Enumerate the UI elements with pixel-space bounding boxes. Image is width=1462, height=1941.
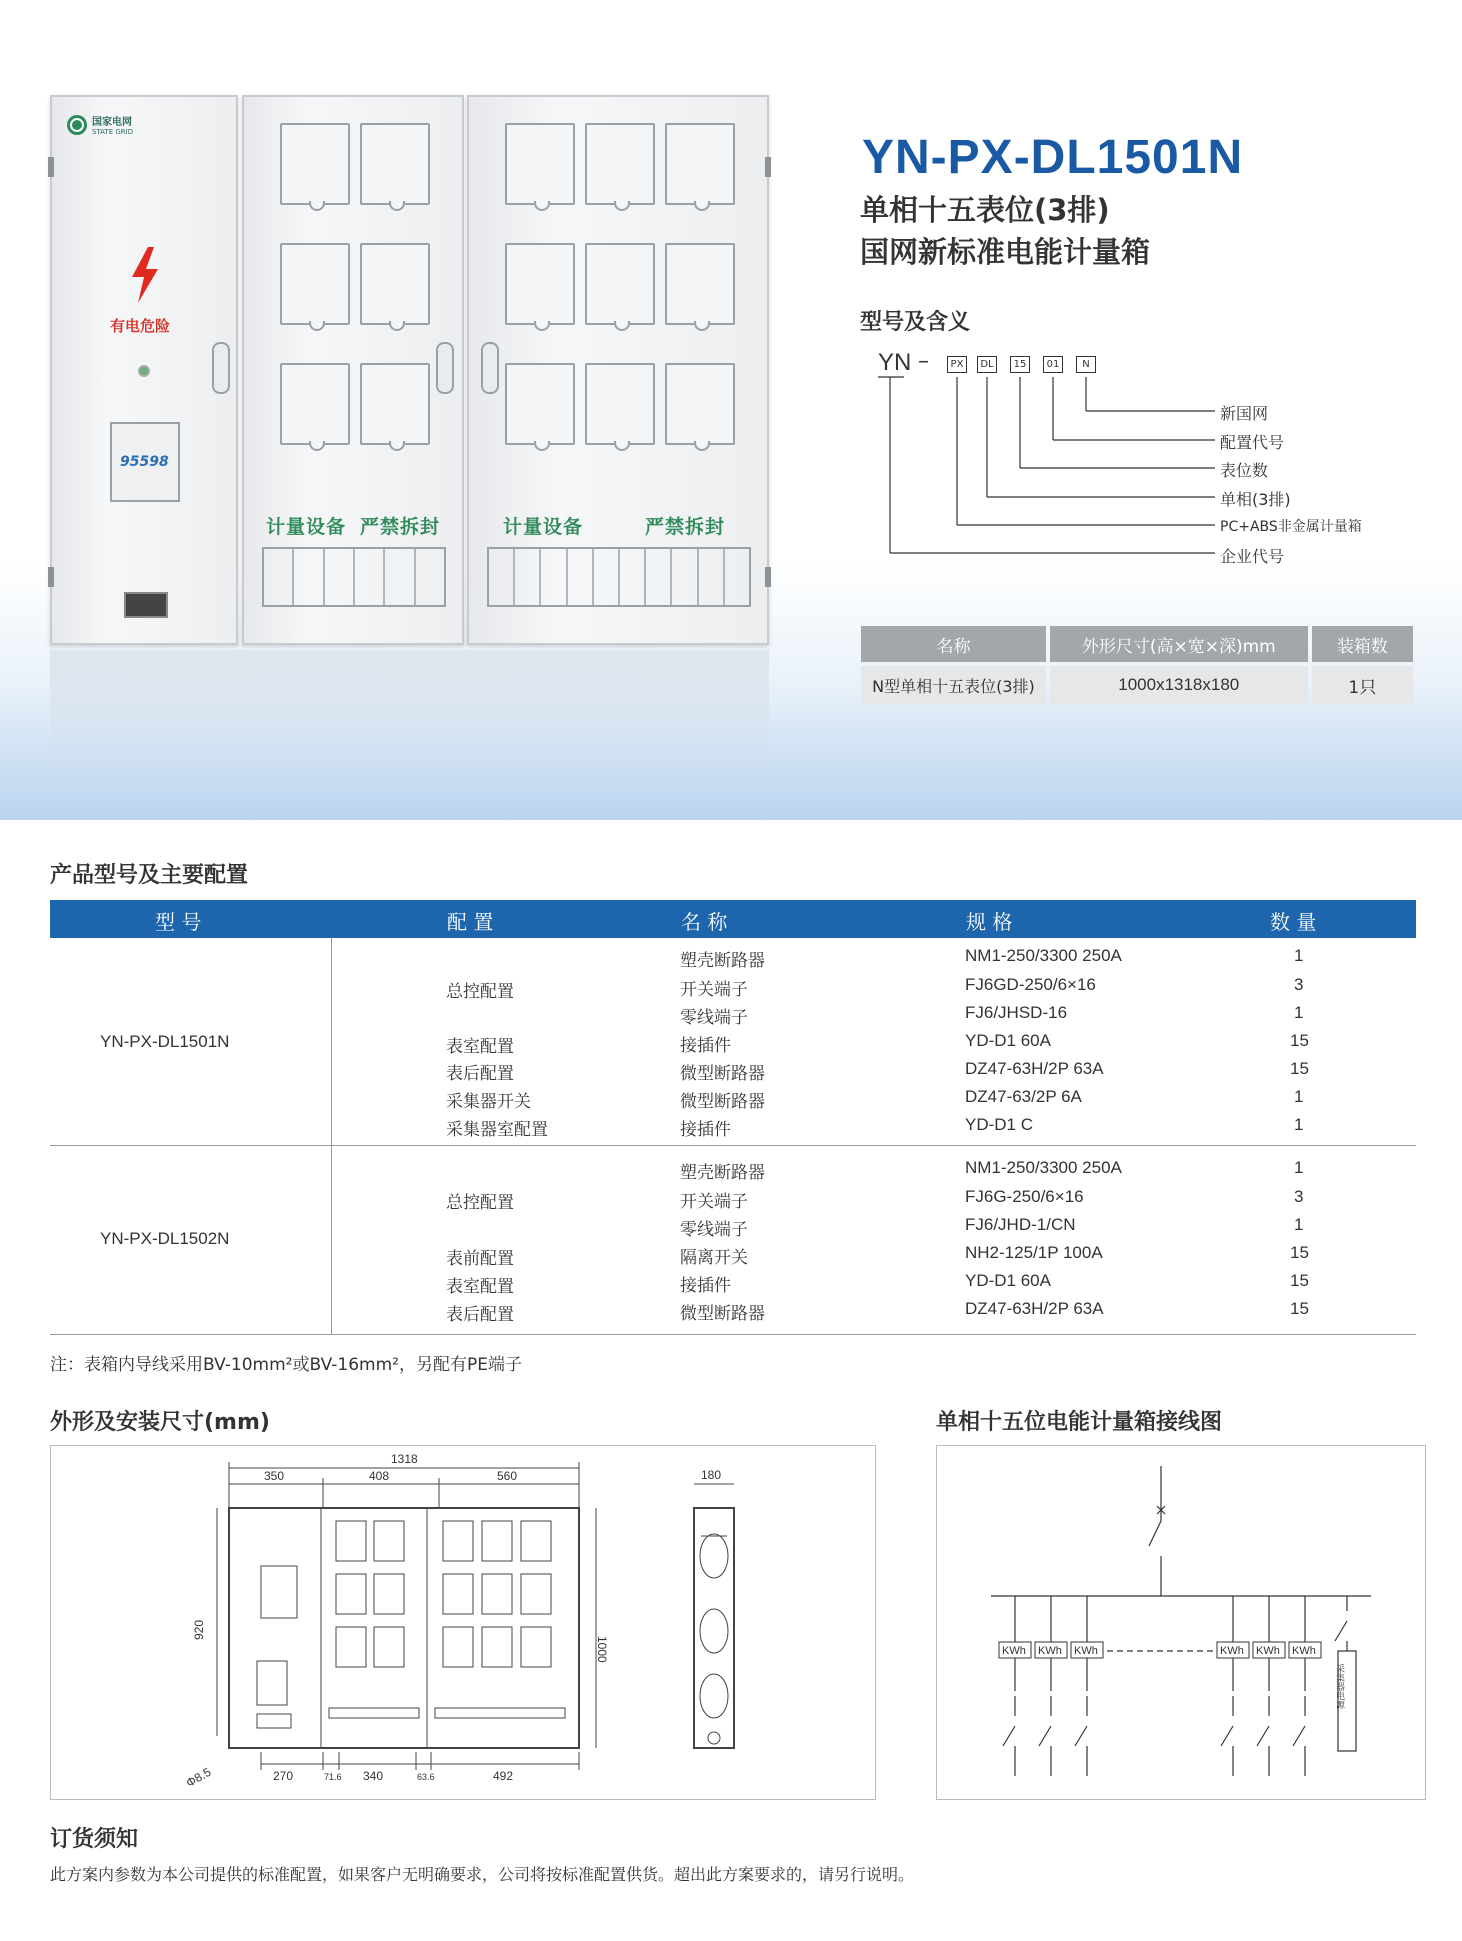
- dim-height: 1000: [595, 1636, 609, 1663]
- danger-label: 有电危险: [110, 317, 171, 335]
- wiring-diagram-frame: [936, 1445, 1426, 1800]
- seal-label: 计量设备: [266, 516, 347, 538]
- state-grid-logo: [66, 113, 133, 136]
- config-cell: 表室配置: [446, 1277, 514, 1297]
- qty-cell: 3: [1294, 1187, 1304, 1206]
- config-cell: 采集器室配置: [446, 1120, 548, 1140]
- table-cell: N型单相十五表位(3排): [861, 666, 1046, 704]
- cabinet-left-door: [50, 95, 238, 645]
- spec-cell: YD-D1 60A: [965, 1031, 1051, 1050]
- name-cell: 微型断路器: [680, 1304, 765, 1324]
- hotline-window: [110, 422, 180, 502]
- config-cell: 总控配置: [446, 982, 514, 1002]
- product-subtitle: 单相十五表位(3排): [860, 193, 1110, 227]
- model-code-diagram: [870, 345, 1430, 575]
- door-handle-2: [436, 342, 454, 394]
- code-explanation: 表位数: [1220, 461, 1269, 480]
- spec-cell: DZ47-63/2P 6A: [965, 1087, 1082, 1106]
- meter-window: [360, 243, 430, 325]
- table-divider: [50, 1334, 1416, 1335]
- dim-width: 408: [369, 1469, 390, 1483]
- model-cell: YN-PX-DL1501N: [100, 1032, 230, 1051]
- spec-cell: DZ47-63H/2P 63A: [965, 1059, 1104, 1078]
- cabinet-reflection: [50, 650, 769, 790]
- qty-cell: 1: [1294, 1115, 1304, 1134]
- name-cell: 接插件: [680, 1276, 731, 1296]
- dim-width: 340: [363, 1769, 384, 1783]
- code-prefix: YN: [878, 349, 912, 376]
- meter-label: KWh: [1256, 1645, 1280, 1657]
- dim-width: 71.6: [324, 1772, 342, 1782]
- config-cell: 表后配置: [446, 1305, 514, 1325]
- meter-window: [665, 243, 735, 325]
- spec-cell: NM1-250/3300 250A: [965, 946, 1122, 965]
- meter-label: KWh: [1074, 1645, 1098, 1657]
- door-handle-3: [481, 342, 499, 394]
- meter-window: [280, 123, 350, 205]
- meter-label: KWh: [1220, 1645, 1244, 1657]
- spec-cell: FJ6GD-250/6×16: [965, 975, 1096, 994]
- qty-cell: 1: [1294, 1158, 1304, 1177]
- cabinet-middle-door: [242, 95, 464, 645]
- hotline-label: 95598: [120, 454, 169, 470]
- spec-cell: NH2-125/1P 100A: [965, 1243, 1103, 1262]
- name-cell: 塑壳断路器: [680, 1163, 765, 1183]
- spec-cell: FJ6/JHD-1/CN: [965, 1215, 1076, 1234]
- spec-table-header: [861, 626, 1413, 662]
- meter-window: [505, 123, 575, 205]
- code-explanation: PC+ABS非金属计量箱: [1220, 519, 1362, 535]
- qty-cell: 1: [1294, 946, 1304, 965]
- qty-cell: 1: [1294, 1003, 1304, 1022]
- wiring-note: 注：表箱内导线采用BV-10mm²或BV-16mm²，另配有PE端子: [50, 1355, 522, 1375]
- column-header: 规 格: [966, 910, 1013, 934]
- dim-width: 492: [493, 1769, 514, 1783]
- code-part-box: DL: [977, 356, 997, 373]
- meter-window: [280, 363, 350, 445]
- config-heading: 产品型号及主要配置: [50, 863, 249, 888]
- qty-cell: 15: [1290, 1059, 1309, 1078]
- lightning-icon: [128, 247, 162, 303]
- dimension-drawing: [51, 1446, 877, 1801]
- qty-cell: 15: [1290, 1243, 1309, 1262]
- seal-label: 严禁拆封: [645, 516, 726, 538]
- dim-height: 920: [192, 1619, 206, 1640]
- dim-depth: 180: [701, 1468, 722, 1482]
- dim-width: 270: [273, 1769, 294, 1783]
- name-cell: 微型断路器: [680, 1064, 765, 1084]
- seal-strip: [262, 547, 446, 607]
- door-handle-1: [212, 342, 230, 394]
- wiring-heading: 单相十五位电能计量箱接线图: [936, 1410, 1223, 1435]
- spec-cell: FJ6/JHSD-16: [965, 1003, 1068, 1022]
- qty-cell: 15: [1290, 1031, 1309, 1050]
- brand-label-en: STATE GRID: [92, 128, 134, 136]
- meter-window: [360, 123, 430, 205]
- code-part-box: PX: [947, 356, 967, 373]
- column-header: 名 称: [681, 910, 728, 934]
- name-cell: 微型断路器: [680, 1092, 765, 1112]
- meter-window: [505, 243, 575, 325]
- spec-cell: DZ47-63H/2P 63A: [965, 1299, 1104, 1318]
- spec-cell: FJ6G-250/6×16: [965, 1187, 1084, 1206]
- state-grid-logo-icon: [66, 114, 88, 136]
- table-cell: 1000x1318x180: [1050, 666, 1308, 704]
- dimensions-heading: 外形及安装尺寸(mm): [50, 1410, 270, 1435]
- product-model-title: YN-PX-DL1501N: [862, 131, 1244, 184]
- config-table-header: [50, 900, 1416, 938]
- column-header: 外形尺寸(高×宽×深)mm: [1050, 626, 1308, 662]
- brand-label: 国家电网: [92, 117, 132, 128]
- name-cell: 开关端子: [680, 980, 748, 1000]
- wiring-diagram: [937, 1446, 1427, 1801]
- seal-label: 严禁拆封: [360, 516, 441, 538]
- column-header: 数 量: [1270, 910, 1317, 934]
- meter-window: [280, 243, 350, 325]
- name-cell: 零线端子: [680, 1220, 748, 1240]
- seal-label: 计量设备: [503, 516, 584, 538]
- spec-table: [857, 622, 1417, 708]
- qty-cell: 1: [1294, 1215, 1304, 1234]
- qty-cell: 1: [1294, 1087, 1304, 1106]
- meter-window: [505, 363, 575, 445]
- table-divider: [331, 938, 332, 1334]
- column-header: 装箱数: [1312, 626, 1413, 662]
- hinge: [48, 567, 54, 587]
- name-cell: 接插件: [680, 1120, 731, 1140]
- model-cell: YN-PX-DL1502N: [100, 1229, 230, 1248]
- dim-width: 350: [264, 1469, 285, 1483]
- spec-cell: NM1-250/3300 250A: [965, 1158, 1122, 1177]
- meter-window: [665, 123, 735, 205]
- indicator-light: [138, 365, 150, 377]
- table-row: [861, 666, 1413, 704]
- meter-label: KWh: [1038, 1645, 1062, 1657]
- qty-cell: 15: [1290, 1271, 1309, 1290]
- qty-cell: 3: [1294, 975, 1304, 994]
- name-cell: 开关端子: [680, 1192, 748, 1212]
- name-cell: 零线端子: [680, 1008, 748, 1028]
- meter-window: [585, 363, 655, 445]
- hinge: [48, 157, 54, 177]
- code-dash: –: [918, 349, 929, 374]
- spec-cell: YD-D1 60A: [965, 1271, 1051, 1290]
- table-cell: 1只: [1312, 666, 1413, 704]
- code-explanation: 企业代号: [1220, 547, 1285, 566]
- meter-window: [585, 243, 655, 325]
- model-meaning-heading: 型号及含义: [860, 310, 971, 335]
- dim-width: 63.6: [417, 1772, 435, 1782]
- meter-label: KWh: [1002, 1645, 1026, 1657]
- table-divider: [50, 1145, 1416, 1146]
- code-explanation: 配置代号: [1220, 433, 1285, 452]
- meter-window: [665, 363, 735, 445]
- seal-strip: [487, 547, 751, 607]
- dim-total-width: 1318: [391, 1452, 418, 1466]
- config-cell: 表后配置: [446, 1064, 514, 1084]
- name-cell: 接插件: [680, 1036, 731, 1056]
- product-hero: [0, 0, 1462, 820]
- qty-cell: 15: [1290, 1299, 1309, 1318]
- spec-cell: YD-D1 C: [965, 1115, 1034, 1134]
- column-header: 名称: [861, 626, 1046, 662]
- code-part-box: N: [1076, 356, 1096, 373]
- hinge: [765, 567, 771, 587]
- order-heading: 订货须知: [50, 1827, 139, 1852]
- cabinet-right-door: [467, 95, 769, 645]
- config-cell: 总控配置: [446, 1193, 514, 1213]
- name-cell: 隔离开关: [680, 1248, 748, 1268]
- order-text: 此方案内参数为本公司提供的标准配置，如果客户无明确要求，公司将按标准配置供货。超出此方案要求的，请另行说明。: [50, 1865, 915, 1884]
- meter-window: [360, 363, 430, 445]
- code-part-box: 15: [1010, 356, 1030, 373]
- code-part-box: 01: [1043, 356, 1063, 373]
- code-leader-lines: [870, 345, 1430, 575]
- product-subtitle: 国网新标准电能计量箱: [860, 235, 1151, 269]
- dimensions-drawing-frame: [50, 1445, 876, 1800]
- config-cell: 表室配置: [446, 1037, 514, 1057]
- meter-label: KWh: [1292, 1645, 1316, 1657]
- column-header: 型 号: [155, 910, 202, 934]
- dim-hole: Φ8.5: [183, 1764, 214, 1791]
- code-explanation: 单相(3排): [1220, 490, 1291, 509]
- code-explanation: 新国网: [1220, 404, 1269, 423]
- nameplate: [124, 592, 168, 618]
- hinge: [765, 157, 771, 177]
- column-header: 配 置: [447, 910, 494, 934]
- collector-label: 采集器电源: [1335, 1664, 1345, 1709]
- config-cell: 表前配置: [446, 1249, 514, 1269]
- config-cell: 采集器开关: [446, 1092, 531, 1112]
- meter-window: [585, 123, 655, 205]
- dim-width: 560: [497, 1469, 518, 1483]
- name-cell: 塑壳断路器: [680, 951, 765, 971]
